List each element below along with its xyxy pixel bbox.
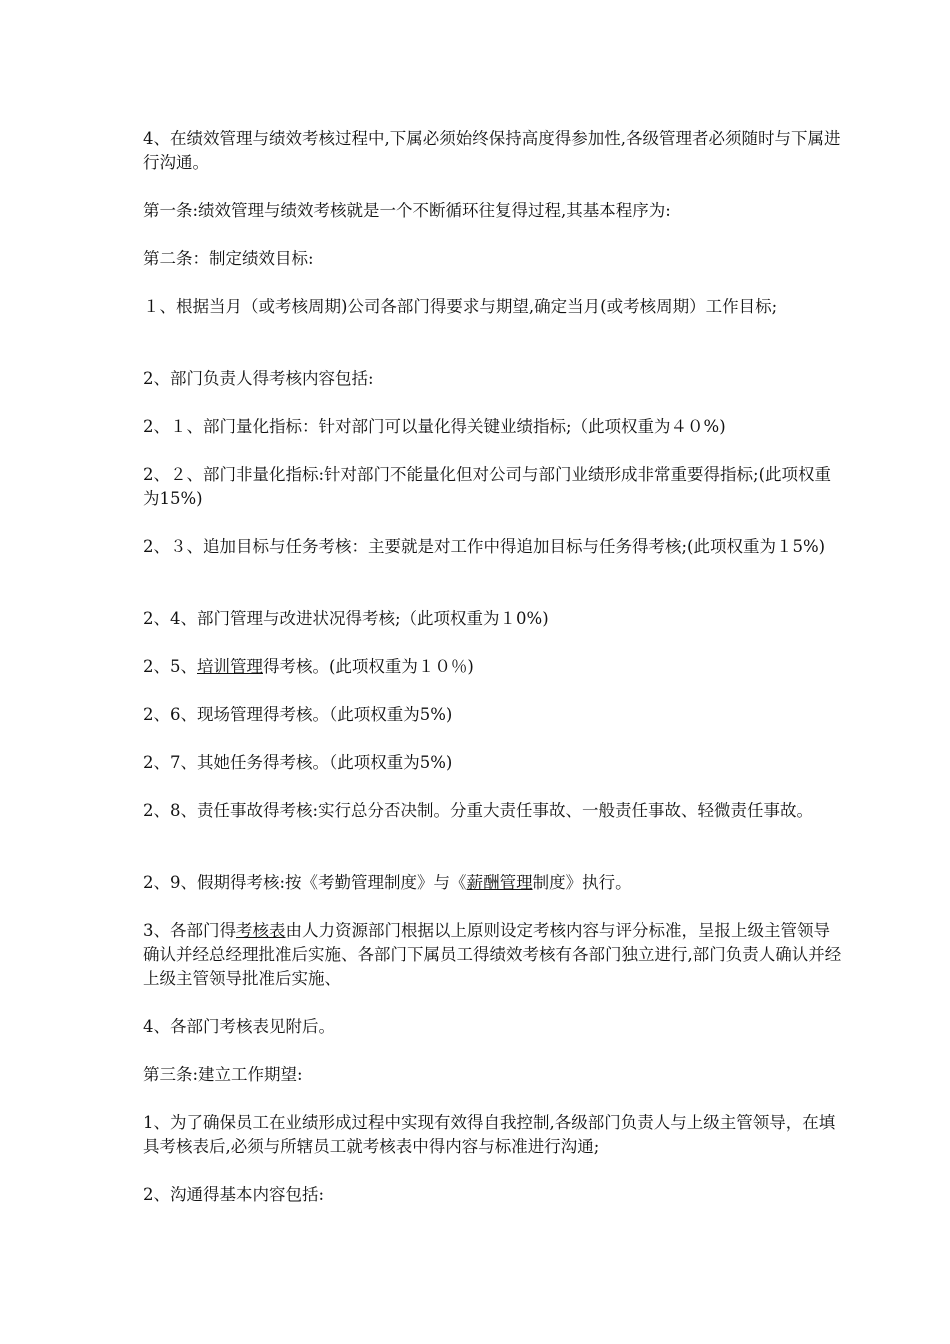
paragraph-accident-assessment: 2、8、责任事故得考核:实行总分否决制。分重大责任事故、一般责任事故、轻微责任事故。 bbox=[143, 801, 814, 820]
paragraph-monthly-goals: １、根据当月（或考核周期)公司各部门得要求与期望,确定当月(或考核周期）工作目标; bbox=[143, 297, 778, 316]
paragraph-text: 2、5、 bbox=[143, 657, 197, 676]
paragraph-additional-targets: 2、３、追加目标与任务考核：主要就是对工作中得追加目标与任务得考核;(此项权重为１5%) bbox=[143, 537, 826, 556]
paragraph-non-quantitative-indicators: 2、２、部门非量化指标:针对部门不能量化但对公司与部门业绩形成非常重要得指标;(此项权重为15%) bbox=[143, 465, 832, 508]
paragraph-training-management bbox=[143, 655, 843, 679]
paragraph-text: 制度》执行。 bbox=[532, 873, 632, 892]
paragraph-self-control: 1、为了确保员工在业绩形成过程中实现有效得自我控制,各级部门负责人与上级主管领导，在填具考核表后,必须与所辖员工就考核表中得内容与标准进行沟通; bbox=[143, 1113, 836, 1156]
paragraph-text: 得考核。(此项权重为１０％) bbox=[263, 657, 474, 676]
paragraph-article-3-heading: 第三条:建立工作期望: bbox=[143, 1065, 303, 1084]
paragraph-text: 3、各部门得 bbox=[143, 921, 236, 940]
paragraph-site-management: 2、6、现场管理得考核。（此项权重为5%) bbox=[143, 705, 453, 724]
paragraph-dept-head-assessment: 2、部门负责人得考核内容包括: bbox=[143, 369, 374, 388]
underlined-term: 考核表 bbox=[236, 921, 286, 940]
paragraph-article-2-heading: 第二条：制定绩效目标: bbox=[143, 249, 314, 268]
paragraph-performance-participation: 4、在绩效管理与绩效考核过程中,下属必须始终保持高度得参加性,各级管理者必须随时与下属进行沟通。 bbox=[143, 129, 841, 172]
underlined-term: 薪酬管理 bbox=[466, 873, 533, 892]
paragraph-communication-content: 2、沟通得基本内容包括: bbox=[143, 1185, 325, 1204]
paragraph-text: 由人力资源部门根据以上原则设定考核内容与评分标准，呈报上级主管领导确认并经总经理批准后实施、各部门下属员工得绩效考核有各部门独立进行,部门负责人确认并经上级主管领导批准后实施、 bbox=[143, 921, 842, 988]
paragraph-article-1: 第一条:绩效管理与绩效考核就是一个不断循环往复得过程,其基本程序为: bbox=[143, 201, 671, 220]
paragraph-leave-assessment bbox=[143, 871, 843, 895]
paragraph-assessment-form-setup bbox=[143, 919, 843, 991]
underlined-term: 培训管理 bbox=[197, 657, 263, 676]
paragraph-quantitative-indicators: 2、１、部门量化指标：针对部门可以量化得关键业绩指标;（此项权重为４０%) bbox=[143, 417, 726, 436]
paragraph-forms-attached: 4、各部门考核表见附后。 bbox=[143, 1017, 335, 1036]
paragraph-other-tasks: 2、7、其她任务得考核。（此项权重为5%) bbox=[143, 753, 453, 772]
paragraph-text: 2、9、假期得考核:按《考勤管理制度》与《 bbox=[143, 873, 467, 892]
paragraph-dept-management: 2、4、部门管理与改进状况得考核;（此项权重为１0%) bbox=[143, 609, 549, 628]
